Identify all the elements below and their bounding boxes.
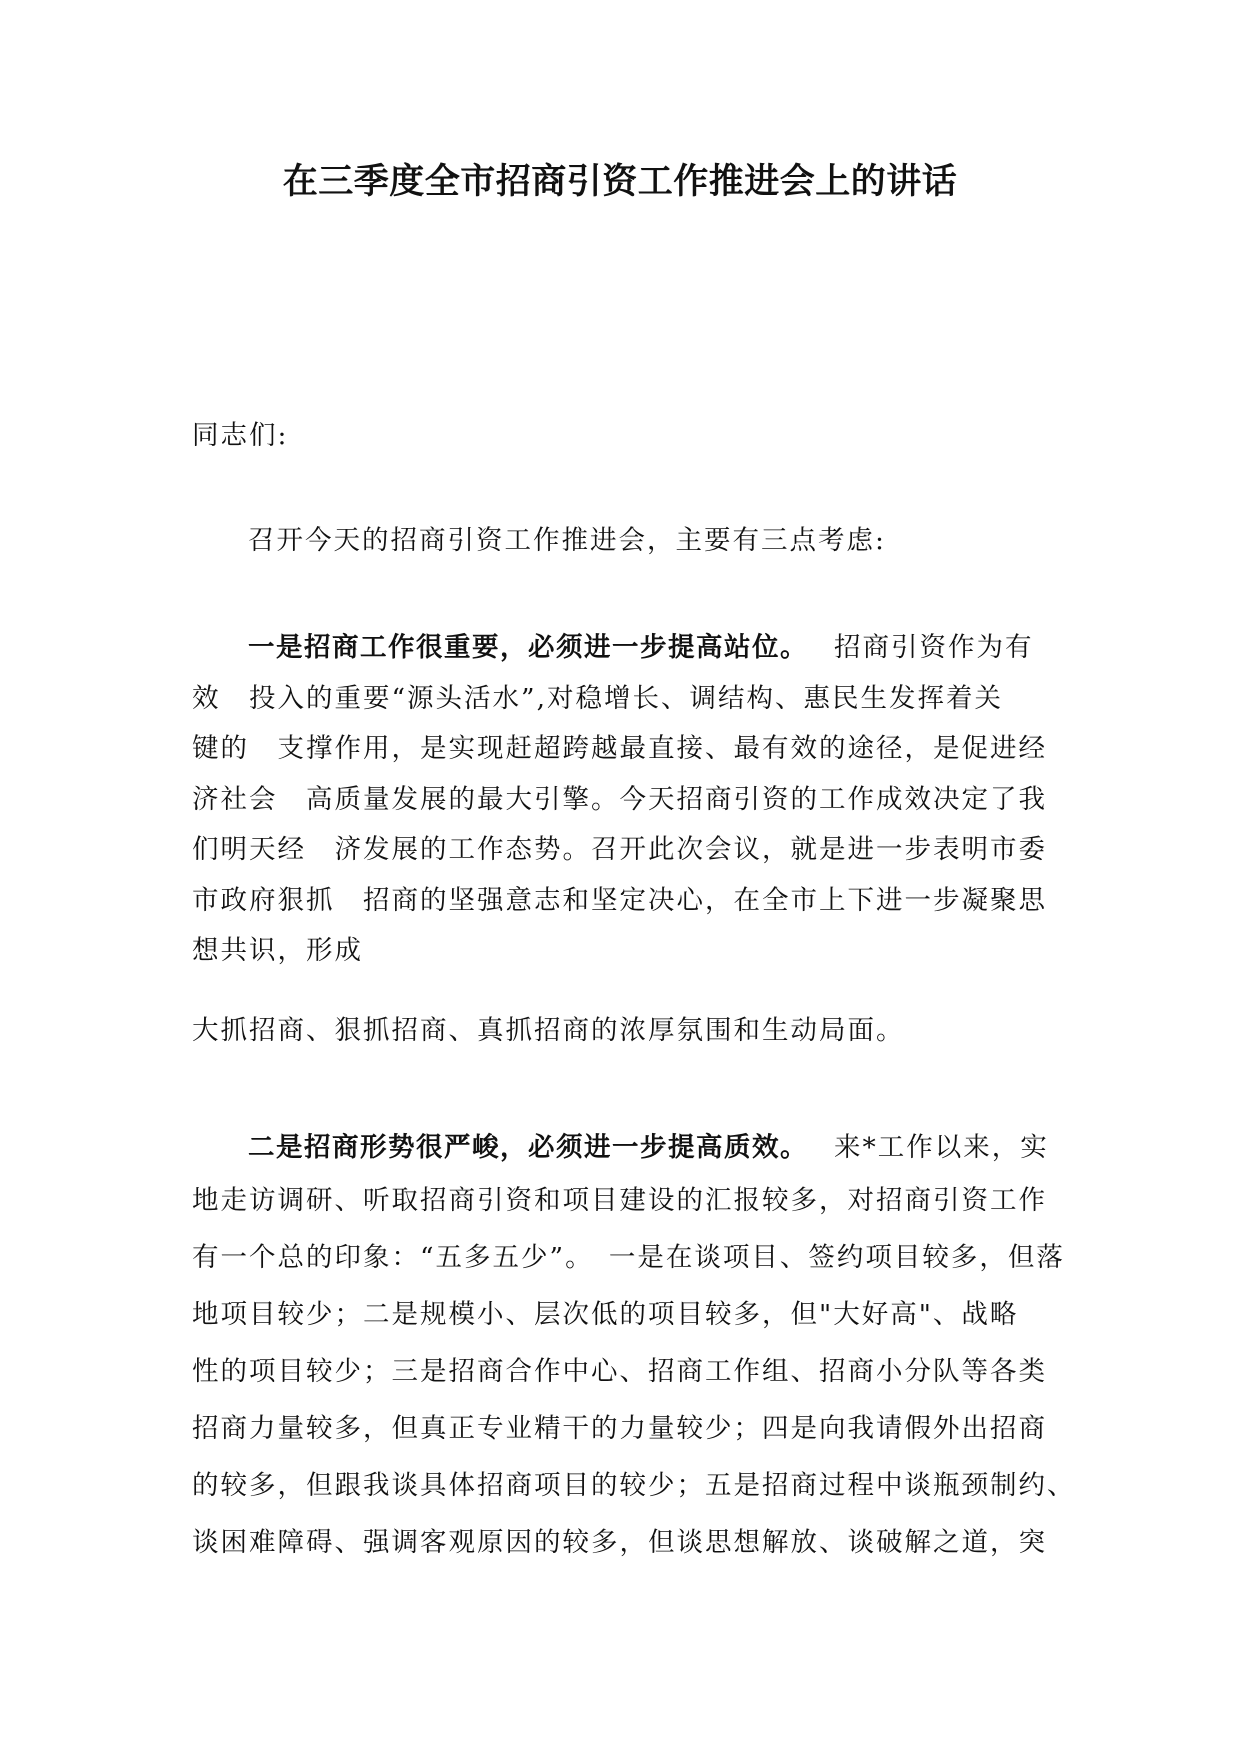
point2-line: 的较多，但跟我谈具体招商项目的较少；五是招商过程中谈瓶颈制约、 — [192, 1470, 1076, 1501]
point1-line: 键的 支撑作用，是实现赶超跨越最直接、最有效的途径，是促进经 — [192, 733, 1047, 764]
point2-lead: 二是招商形势很严峻，必须进一步提高质效。 — [248, 1132, 808, 1163]
point1-line: 们明天经 济发展的工作态势。召开此次会议，就是进一步表明市委 — [192, 834, 1047, 865]
point2-line: 招商力量较多，但真正专业精干的力量较少；四是向我请假外出招商 — [192, 1413, 1047, 1444]
point2-line: 性的项目较少；三是招商合作中心、招商工作组、招商小分队等各类 — [192, 1356, 1047, 1387]
point1-line: 市政府狠抓 招商的坚强意志和坚定决心，在全市上下进一步凝聚思 — [192, 885, 1047, 916]
point2-first-line — [248, 1128, 1072, 1168]
point1-text-start: 招商引资作为有 — [834, 632, 1034, 663]
point1-line: 大抓招商、狠抓招商、真抓招商的浓厚氛围和生动局面。 — [192, 1015, 905, 1046]
point1-line: 效 投入的重要“源头活水”,对稳增长、调结构、惠民生发挥着关 — [192, 683, 1004, 714]
salutation: 同志们: — [192, 420, 289, 451]
point2-line: 有一个总的印象：“五多五少”。 一是在谈项目、签约项目较多，但落 — [192, 1242, 1065, 1273]
point1-line: 想共识，形成 — [192, 935, 363, 966]
point2-line: 谈困难障碍、强调客观原因的较多，但谈思想解放、谈破解之道，突 — [192, 1527, 1047, 1558]
point1-lead: 一是招商工作很重要，必须进一步提高站位。 — [248, 632, 808, 663]
intro-paragraph: 召开今天的招商引资工作推进会，主要有三点考虑: — [248, 525, 886, 556]
point1-line: 济社会 高质量发展的最大引擎。今天招商引资的工作成效决定了我 — [192, 784, 1047, 815]
point2-line: 地项目较少；二是规模小、层次低的项目较多，但"大好高"、战略 — [192, 1299, 1019, 1330]
point1-first-line — [248, 628, 1072, 668]
document-title: 在三季度全市招商引资工作推进会上的讲话 — [282, 162, 958, 202]
point2-line: 地走访调研、听取招商引资和项目建设的汇报较多，对招商引资工作 — [192, 1185, 1047, 1216]
point2-text-start: 来*工作以来，实 — [834, 1132, 1049, 1163]
